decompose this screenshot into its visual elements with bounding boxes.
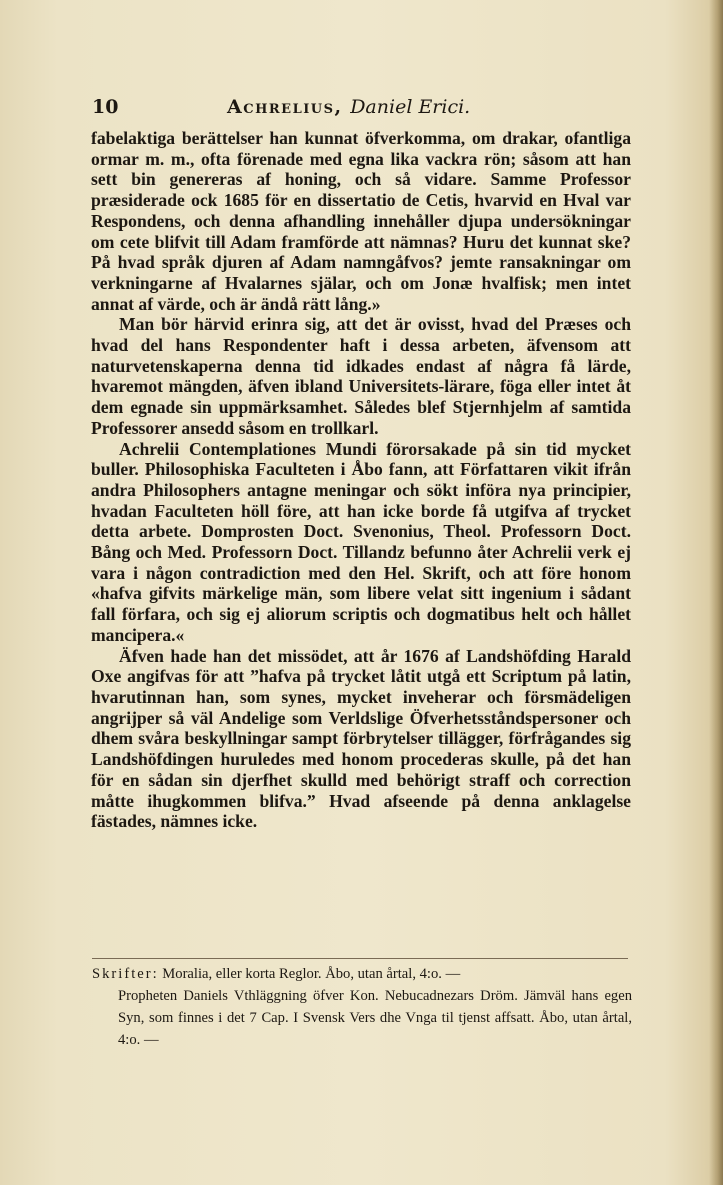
footnote-line (92, 963, 632, 985)
footnote-divider (92, 958, 628, 959)
running-head (227, 94, 470, 120)
paragraph: Man bör härvid erinra sig, att det är ovisst, hvad del Præses och hvad del hans Respondenter haft i dessa arbeten, äfvensom att naturvetenskaperna denna tid idkades endast af några få lärde, hvaremot mängden, äfven ibland Universitets-lärare, föga eller intet åt dem egnade sin uppmärksamhet. Således blef Stjernhjelm af samtida Professorer ansedd såsom en trollkarl. (91, 314, 631, 438)
footnote-text: Moralia, eller korta Reglor. Åbo, utan årtal, 4:o. — (162, 966, 461, 982)
footnote-label: Skrifter: (92, 966, 159, 982)
footnote (92, 963, 632, 1051)
running-head-name: Achrelius, (227, 96, 343, 118)
page-number: 10 (92, 96, 119, 118)
running-head-italic: Daniel Erici. (350, 96, 471, 118)
paragraph: fabelaktiga berättelser han kunnat öfverkomma, om drakar, ofantliga ormar m. m., ofta förenade med egna lika vackra rön; såsom att han sett bin genereras af honing, och så vidare. Samme Professor præsiderade ock 1685 för en dissertatio de Cetis, hvarvid en Hval var Respondens, och denna afhandling innehåller djupa undersökningar om cete blifvit till Adam framförde att nämnas? Huru det kunnat ske? På hvad språk djuren af Adam namngåfvos? jemte ransakningar om verkningarne af Hvalarnes själar, och om Jonæ hvalfisk; men intet annat af värde, och är ändå rätt lång.» (91, 128, 631, 314)
main-text (91, 128, 631, 832)
footnote-continuation: Propheten Daniels Vthläggning öfver Kon. Nebucadnezars Dröm. Jämväl hans egen Syn, som finnes i det 7 Cap. I Svensk Vers dhe Vnga til tjenst affsatt. Åbo, utan årtal, 4:o. — (118, 988, 632, 1048)
paragraph: Äfven hade han det missödet, att år 1676 af Landshöfding Harald Oxe angifvas för att ”hafva på trycket låtit utgå ett Scriptum på latin, hvarutinnan han, som synes, mycket inveherar och försmädeligen angrijper så väl Andelige som Verldslige Öfverhetsståndspersoner och dhem svåra beskyllningar sampt förbrytelser tillägger, förfrågandes sig Landshöfdingen huruledes med honom procederas skulle, på det han för en sådan sin djerfhet skulld med behörigt straff och correction måtte ihugkommen blifva.” Hvad afseende på denna anklagelse fästades, nämnes icke. (91, 645, 631, 832)
page-edge (709, 0, 723, 1185)
page-header (92, 94, 632, 120)
paragraph: Achrelii Contemplationes Mundi förorsakade på sin tid mycket buller. Philosophiska Faculteten i Åbo fann, att Författaren vikit ifrån andra Philosophers antagne meningar och sökt införa nya principier, hvadan Faculteten höll före, att han icke borde få utgifva af trycket detta arbete. Domprosten Doct. Svenonius, Theol. Professorn Doct. Bång och Med. Professorn Doct. Tillandz befunno åter Achrelii verk ej vara i någon contradiction med den Hel. Skrift, och att före honom «hafva gifvits märkelige män, som libere velat sitt ingenium i sådant fall förfara, och sig ej aliorum scriptis och dogmatibus helt och hållet mancipera.« (91, 438, 631, 645)
